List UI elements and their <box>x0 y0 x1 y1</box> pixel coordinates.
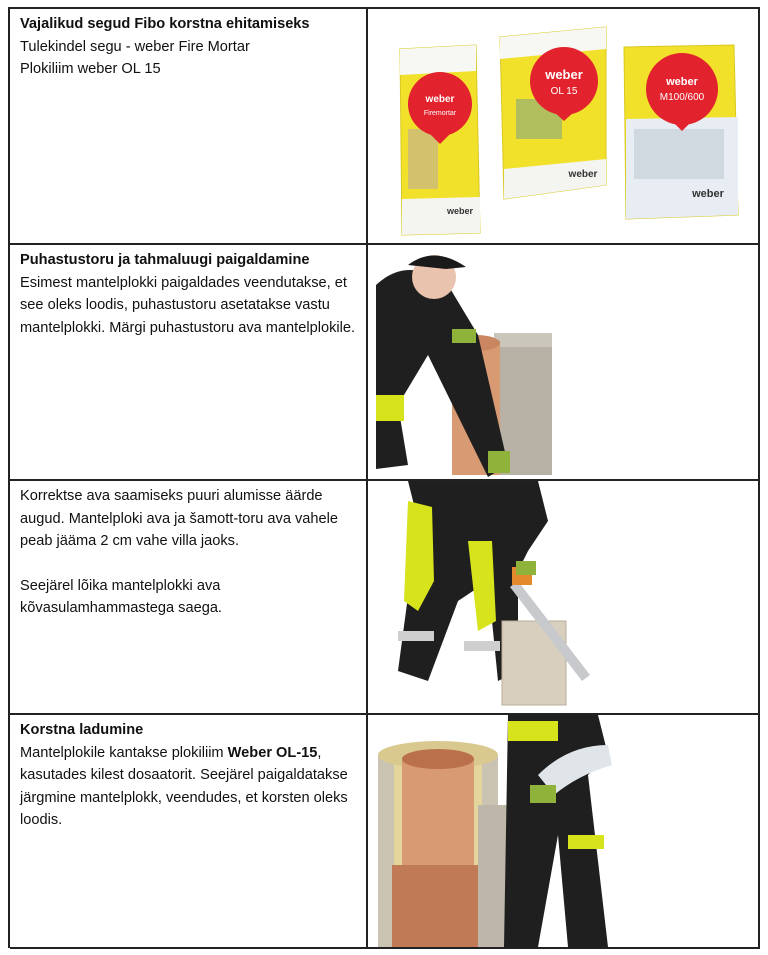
instruction-text: Esimest mantelplokki paigaldades veendutakse, et see oleks loodis, puhastustoru asetatakse vastu mantelplokki. Märgi puhastustoru ava mantelplokile. <box>20 274 356 336</box>
table-row <box>10 9 760 245</box>
table-row <box>10 481 760 715</box>
chimney-stacking-image <box>368 715 758 947</box>
photo-cell <box>368 481 760 715</box>
bag-product: Firemortar <box>423 110 457 117</box>
photo-cell <box>368 245 760 481</box>
text-cell <box>10 245 368 481</box>
text-cell <box>10 715 368 949</box>
mortar-bags-image <box>368 9 758 243</box>
photo-cell <box>368 715 760 949</box>
row-title: Puhastustoru ja tahmaluugi paigaldamine <box>20 252 310 268</box>
row-title: Korstna ladumine <box>20 722 144 738</box>
instruction-text: Mantelplokile kantakse plokiliim Weber OL-15, kasutades kilest dosaatorit. Seejärel paigaldatakse järgmine mantelplokk, veendudes, et korsten oleks loodis. <box>20 744 348 829</box>
product-image-cell <box>368 9 760 245</box>
bag-footer-logo: weber <box>568 169 598 180</box>
text-line: Plokiliim weber OL 15 <box>20 61 161 78</box>
row-title: Vajalikud segud Fibo korstna ehitamiseks <box>20 16 310 32</box>
bag-product: M100/600 <box>659 92 705 103</box>
text-cell <box>10 481 368 715</box>
bag-brand: weber <box>425 94 455 105</box>
table-row <box>10 245 760 481</box>
text-cell <box>10 9 368 245</box>
worker-sawing-block-image <box>368 481 758 713</box>
instruction-text: Seejärel lõika mantelplokki ava kõvasulamhammastega saega. <box>20 577 222 617</box>
bag-brand: weber <box>666 76 698 88</box>
product-name: Weber OL-15 <box>227 744 318 761</box>
mortar-bag <box>624 45 738 219</box>
mortar-bag <box>400 45 480 235</box>
bag-brand: weber <box>545 67 583 82</box>
bag-footer-logo: weber <box>446 206 474 216</box>
mortar-bag <box>500 27 606 199</box>
table-row <box>10 715 760 949</box>
bag-footer-logo: weber <box>692 188 724 200</box>
instruction-table <box>8 7 760 948</box>
instruction-text: Korrektse ava saamiseks puuri alumisse äärde augud. Mantelploki ava ja šamott-toru ava vahele peab jääma 2 cm vahe villa jaoks. <box>20 488 339 550</box>
bag-product: OL 15 <box>550 86 578 97</box>
worker-installing-pipe-image <box>368 245 758 479</box>
text-line: Tulekindel segu - weber Fire Mortar <box>20 38 250 55</box>
